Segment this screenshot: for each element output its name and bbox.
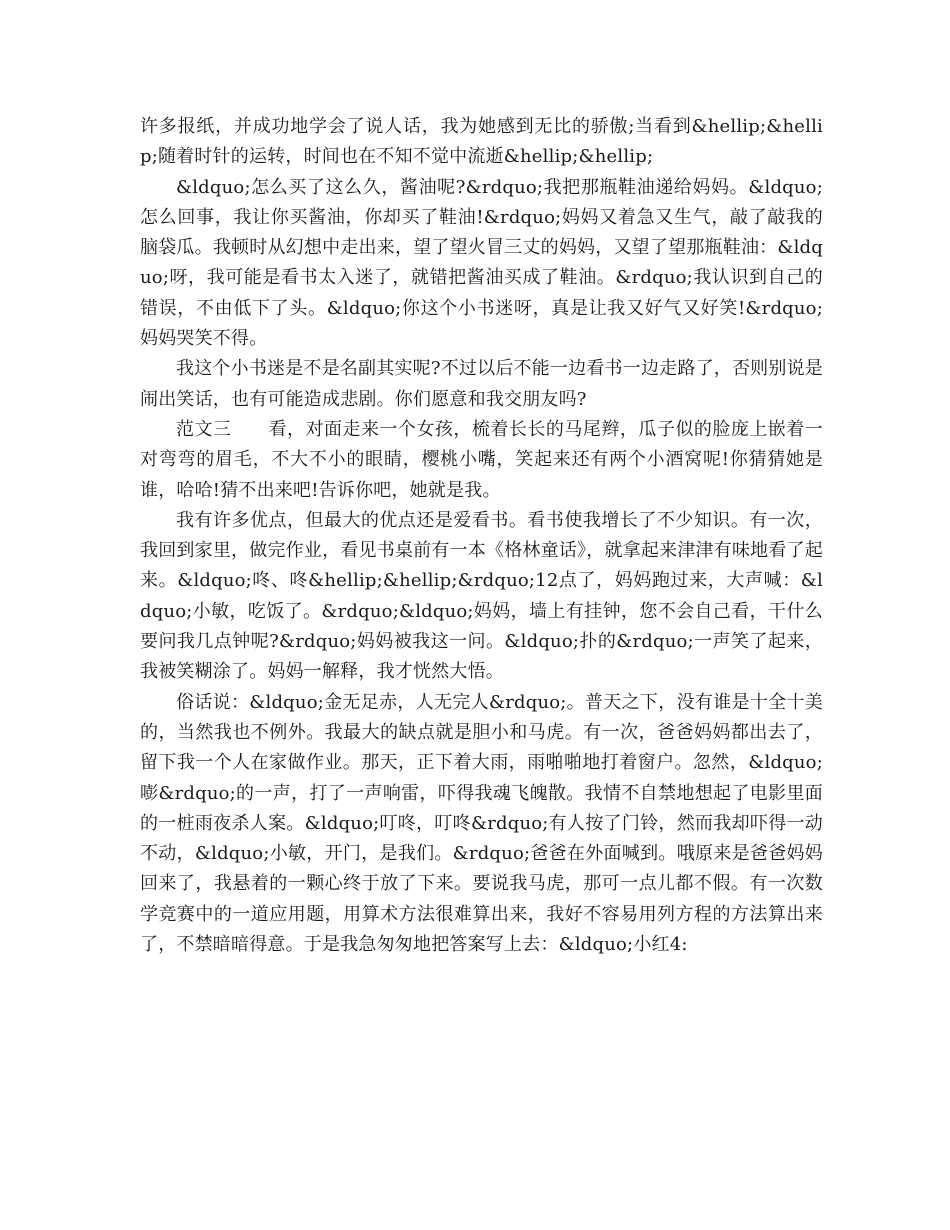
- paragraph-love-reading: 我有许多优点，但最大的优点还是爱看书。看书使我增长了不少知识。有一次，我回到家里，做完作业，看见书桌前有一本《格林童话》，就拿起来津津有味地看了起来。&ldquo;咚、咚&hellip;&hellip;&rdquo;12点了，妈妈跑过来，大声喊：&ldquo;小敏，吃饭了。&rdquo;&ldquo;妈妈，墙上有挂钟，您不会自己看，干什么要问我几点钟呢?&rdquo;妈妈被我这一问。&ldquo;扑的&rdquo;一声笑了起来，我被笑糊涂了。妈妈一解释，我才恍然大悟。: [140, 509, 823, 683]
- article-body: [140, 112, 823, 960]
- paragraph-continuation: 许多报纸，并成功地学会了说人话，我为她感到无比的骄傲;当看到&hellip;&hellip;随着时针的运转，时间也在不知不觉中流逝&hellip;&hellip;: [140, 116, 823, 168]
- paragraph-sample-three-intro: 范文三 看，对面走来一个女孩，梳着长长的马尾辫，瓜子似的脸庞上嵌着一对弯弯的眉毛，不大不小的眼睛，樱桃小嘴，笑起来还有两个小酒窝呢!你猜猜她是谁，哈哈!猜不出来吧!告诉你吧，她就是我。: [140, 418, 823, 501]
- paragraph-shortcomings: 俗话说：&ldquo;金无足赤，人无完人&rdquo;。普天之下，没有谁是十全十美的，当然我也不例外。我最大的缺点就是胆小和马虎。有一次，爸爸妈妈都出去了，留下我一个人在家做作业。那天，正下着大雨，雨啪啪地打着窗户。忽然，&ldquo;嘭&rdquo;的一声，打了一声响雷，吓得我魂飞魄散。我情不自禁地想起了电影里面的一桩雨夜杀人案。&ldquo;叮咚，叮咚&rdquo;有人按了门铃，然而我却吓得一动不动，&ldquo;小敏，开门，是我们。&rdquo;爸爸在外面喊到。哦原来是爸爸妈妈回来了，我悬着的一颗心终于放了下来。要说我马虎，那可一点儿都不假。有一次数学竞赛中的一道应用题，用算术方法很难算出来，我好不容易用列方程的方法算出来了，不禁暗暗得意。于是我急匆匆地把答案写上去：&ldquo;小红4:: [140, 691, 823, 956]
- paragraph-bookworm-closing: 我这个小书迷是不是名副其实呢?不过以后不能一边看书一边走路了，否则别说是闹出笑话，也有可能造成悲剧。你们愿意和我交朋友吗?: [140, 358, 823, 410]
- paragraph-soy-sauce: &ldquo;怎么买了这么久，酱油呢?&rdquo;我把那瓶鞋油递给妈妈。&ldquo;怎么回事，我让你买酱油，你却买了鞋油!&rdquo;妈妈又着急又生气，敲了敲我的脑袋瓜。我顿时从幻想中走出来，望了望火冒三丈的妈妈，又望了望那瓶鞋油：&ldquo;呀，我可能是看书太入迷了，就错把酱油买成了鞋油。&rdquo;我认识到自己的错误，不由低下了头。&ldquo;你这个小书迷呀，真是让我又好气又好笑!&rdquo;妈妈哭笑不得。: [140, 176, 823, 350]
